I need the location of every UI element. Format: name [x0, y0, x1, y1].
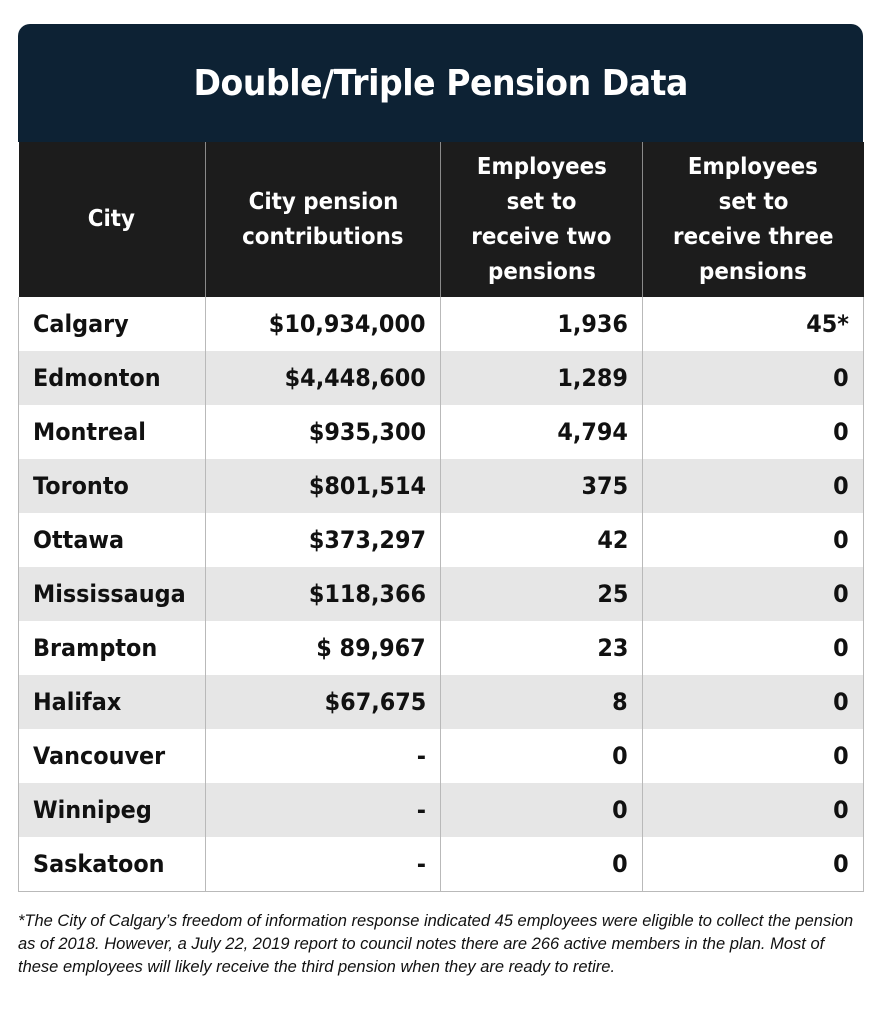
pension-table-card: [18, 24, 863, 892]
cell-value: Toronto: [33, 472, 129, 500]
cell-value: 1,289: [557, 364, 628, 392]
two-pensions-cell: [441, 729, 643, 783]
table-body: [19, 297, 864, 892]
two-pensions-cell: [441, 621, 643, 675]
column-header-line: set to: [718, 188, 789, 215]
contributions-cell: [206, 459, 441, 513]
contributions-cell: [206, 297, 441, 351]
cell-value: 0: [833, 472, 849, 500]
cell-value: 375: [581, 472, 628, 500]
cell-value: $118,366: [308, 580, 426, 608]
table-row: [19, 513, 864, 567]
contributions-cell: [206, 783, 441, 837]
cell-value: -: [416, 796, 426, 824]
cell-value: $935,300: [308, 418, 426, 446]
cell-value: 8: [612, 688, 628, 716]
footnote: *The City of Calgary’s freedom of information response indicated 45 employees were eligible to collect the pension as of 2018. However, a July 22, 2019 report to council notes there are 266 active members in the plan. Most of these employees will likely receive the third pension when they are ready to retire.: [18, 912, 854, 976]
three-pensions-cell: [643, 837, 864, 892]
cell-value: 0: [833, 850, 849, 878]
cell-value: 0: [612, 850, 628, 878]
cell-value: Vancouver: [33, 742, 166, 770]
table-row: [19, 297, 864, 351]
cell-value: 0: [833, 580, 849, 608]
two-pensions-cell: [441, 837, 643, 892]
city-cell: [19, 567, 206, 621]
city-cell: [19, 621, 206, 675]
city-cell: [19, 351, 206, 405]
column-header-line: pensions: [487, 258, 596, 285]
contributions-cell: [206, 621, 441, 675]
cell-value: 0: [612, 796, 628, 824]
column-header-line: City: [88, 206, 136, 232]
three-pensions-cell: [643, 513, 864, 567]
cell-value: 0: [612, 742, 628, 770]
cell-value: Montreal: [33, 418, 146, 446]
three-pensions-cell: [643, 351, 864, 405]
cell-value: Calgary: [33, 310, 129, 338]
cell-value: Winnipeg: [33, 796, 152, 824]
two-pensions-cell: [441, 459, 643, 513]
cell-value: 0: [833, 526, 849, 554]
table-row: [19, 459, 864, 513]
column-header-line: City pension: [248, 188, 398, 215]
column-header: [206, 142, 441, 297]
cell-value: 1,936: [557, 310, 628, 338]
cell-value: Mississauga: [33, 580, 186, 608]
city-cell: [19, 405, 206, 459]
cell-value: Ottawa: [33, 526, 125, 554]
contributions-cell: [206, 351, 441, 405]
three-pensions-cell: [643, 567, 864, 621]
cell-value: $10,934,000: [269, 310, 426, 338]
city-cell: [19, 513, 206, 567]
three-pensions-cell: [643, 405, 864, 459]
contributions-cell: [206, 567, 441, 621]
cell-value: 4,794: [557, 418, 628, 446]
table-row: [19, 837, 864, 892]
two-pensions-cell: [441, 405, 643, 459]
cell-value: Edmonton: [33, 364, 161, 392]
city-cell: [19, 783, 206, 837]
cell-value: $801,514: [308, 472, 426, 500]
city-cell: [19, 459, 206, 513]
cell-value: -: [416, 850, 426, 878]
cell-value: Brampton: [33, 634, 158, 662]
column-header-line: contributions: [242, 223, 404, 250]
table-row: [19, 729, 864, 783]
cell-value: $67,675: [324, 688, 426, 716]
two-pensions-cell: [441, 513, 643, 567]
three-pensions-cell: [643, 675, 864, 729]
table-row: [19, 621, 864, 675]
table-row: [19, 405, 864, 459]
city-cell: [19, 675, 206, 729]
title-bar: [18, 24, 863, 142]
cell-value: 23: [596, 634, 628, 662]
table-row: [19, 351, 864, 405]
city-cell: [19, 297, 206, 351]
two-pensions-cell: [441, 297, 643, 351]
three-pensions-cell: [643, 783, 864, 837]
city-cell: [19, 837, 206, 892]
three-pensions-cell: [643, 297, 864, 351]
column-header-line: Employees: [688, 153, 819, 180]
cell-value: $4,448,600: [284, 364, 426, 392]
table-row: [19, 675, 864, 729]
cell-value: 42: [596, 526, 628, 554]
cell-value: 0: [833, 418, 849, 446]
cell-value: 0: [833, 796, 849, 824]
chart-title: Double/Triple Pension Data: [193, 62, 688, 104]
column-header-line: receive three: [672, 223, 834, 250]
cell-value: 25: [596, 580, 628, 608]
header-row: [19, 142, 864, 297]
column-header-line: Employees: [476, 153, 607, 180]
cell-value: $373,297: [308, 526, 426, 554]
column-header-line: set to: [506, 188, 577, 215]
column-header-line: receive two: [471, 223, 612, 250]
cell-value: 0: [833, 742, 849, 770]
column-header-line: pensions: [699, 258, 808, 285]
column-header: [441, 142, 643, 297]
three-pensions-cell: [643, 621, 864, 675]
cell-value: 0: [833, 634, 849, 662]
city-cell: [19, 729, 206, 783]
three-pensions-cell: [643, 459, 864, 513]
three-pensions-cell: [643, 729, 864, 783]
contributions-cell: [206, 405, 441, 459]
two-pensions-cell: [441, 567, 643, 621]
column-header: [19, 142, 206, 297]
cell-value: 0: [833, 688, 849, 716]
cell-value: Saskatoon: [33, 850, 165, 878]
table-row: [19, 567, 864, 621]
contributions-cell: [206, 675, 441, 729]
two-pensions-cell: [441, 675, 643, 729]
contributions-cell: [206, 513, 441, 567]
two-pensions-cell: [441, 783, 643, 837]
table-row: [19, 783, 864, 837]
cell-value: -: [416, 742, 426, 770]
contributions-cell: [206, 837, 441, 892]
two-pensions-cell: [441, 351, 643, 405]
contributions-cell: [206, 729, 441, 783]
cell-value: 0: [833, 364, 849, 392]
cell-value: 45*: [806, 310, 849, 338]
column-header: [643, 142, 864, 297]
pension-table: [18, 142, 864, 892]
cell-value: $ 89,967: [316, 634, 426, 662]
cell-value: Halifax: [33, 688, 122, 716]
